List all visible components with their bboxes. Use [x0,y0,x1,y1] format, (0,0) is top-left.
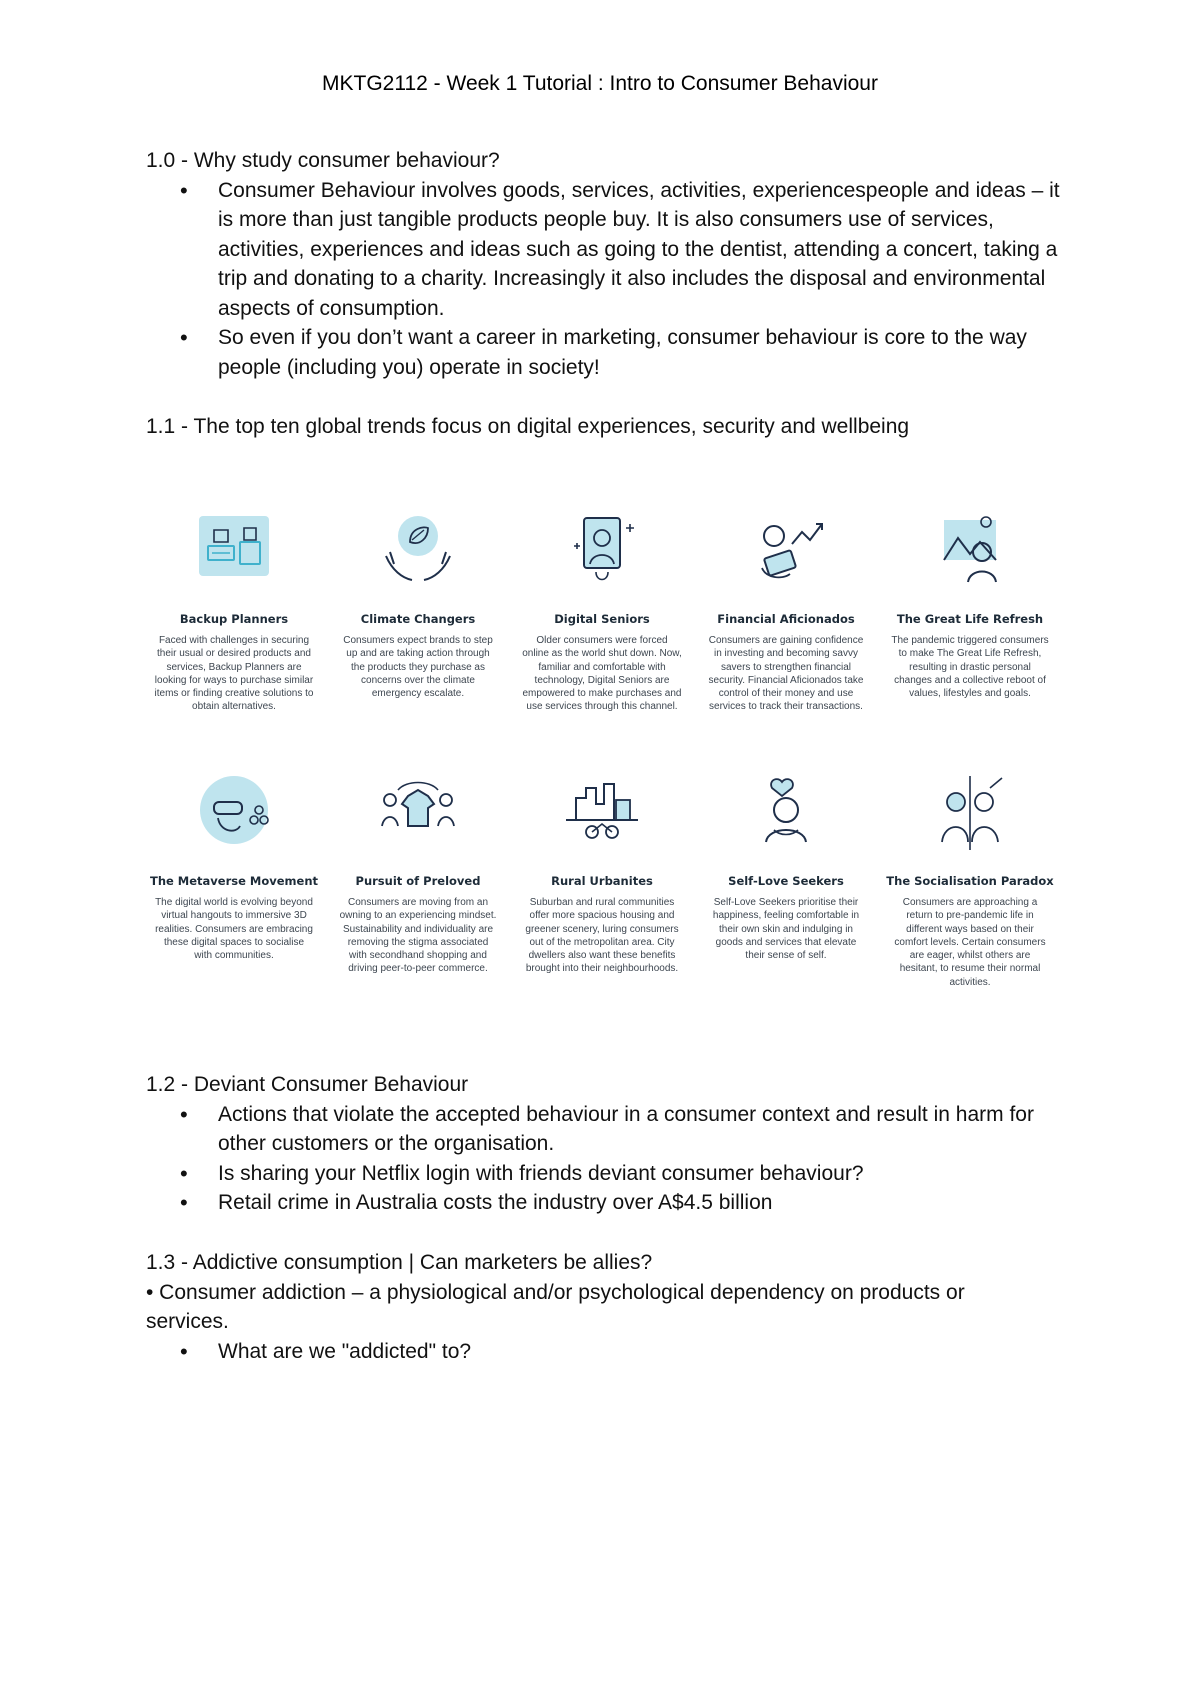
trend-name: Backup Planners [179,612,289,626]
trend-card [142,770,326,962]
trend-description: Consumers expect brands to step up and are taking action through the products they purchase as concerns over the climate emergency escalate. [343,635,493,700]
pursuit-of-preloved-icon [368,770,468,856]
trend-description: Consumers are moving from an owning to an experiencing mindset. Sustainability and individuality are removing the stigma associated with secondhand shopping and driving peer-to-peer commerce. [339,897,497,975]
trend-name: Self-Love Seekers [728,874,844,888]
trend-name: The Great Life Refresh [896,612,1044,626]
section-why-study [146,146,1076,382]
trend-description: The pandemic triggered consumers to make The Great Life Refresh, resulting in drastic personal changes and a collective reboot of values, lifestyles and goals. [891,635,1049,700]
trend-card [878,508,1062,700]
page-title: MKTG2112 - Week 1 Tutorial : Intro to Consumer Behaviour [322,72,878,95]
climate-changers-icon [368,508,468,594]
trend-description: Suburban and rural communities offer more spacious housing and greener scenery, luring consumers out of the metropolitan area. City dwellers also want these benefits brought into their neighbourhoods. [525,897,679,975]
great-life-refresh-icon [920,508,1020,594]
trend-name: The Metaverse Movement [149,874,319,888]
section-heading: 1.3 - Addictive consumption | Can marketers be allies? [146,1251,653,1274]
trend-description: The digital world is evolving beyond virtual hangouts to immersive 3D realities. Consumers are embracing these digital spaces to socialise with communities. [155,897,313,962]
trend-card [878,770,1062,989]
trend-name: Financial Aficionados [717,612,855,626]
section-global-trends [146,412,1076,442]
trend-description: Faced with challenges in securing their usual or desired products and services, Backup Planners are looking for ways to purchase similar items or finding creative solutions to obtain alternatives. [154,635,314,713]
digital-seniors-icon [552,508,652,594]
section-heading: 1.0 - Why study consumer behaviour? [146,149,500,172]
trend-description: Self-Love Seekers prioritise their happiness, feeling comfortable in their own skin and indulging in goods and services that elevate their sense of self. [712,897,860,962]
bullet-list [146,176,1076,383]
rural-urbanites-icon [552,770,652,856]
trend-card [510,508,694,714]
trend-card [510,770,694,976]
trend-description: Consumers are approaching a return to pre-pandemic life in different ways based on their comfort levels. Certain consumers are eager, whilst others are hesitant, to resume their normal activities. [894,897,1046,988]
trend-name: Rural Urbanites [551,874,653,888]
section-addictive-consumption [146,1248,1076,1366]
trend-name: Pursuit of Preloved [355,874,481,888]
trend-card [326,508,510,700]
section-deviant-behaviour [146,1070,1076,1218]
self-love-seekers-icon [736,770,836,856]
trend-description: Consumers are gaining confidence in investing and becoming savvy savers to strengthen financial security. Financial Aficionados take control of their money and use services to track their transactions. [708,635,864,713]
section-heading: 1.2 - Deviant Consumer Behaviour [146,1073,469,1096]
trends-infographic [142,508,1062,1018]
trend-card [694,508,878,714]
section-heading: 1.1 - The top ten global trends focus on digital experiences, security and wellbeing [146,415,910,438]
financial-aficionados-icon [736,508,836,594]
bullet-item: • Actions that violate the accepted behaviour in a consumer context and result in harm for other customers or the organisation. [146,1100,1076,1159]
addiction-definition: • Consumer addiction – a physiological and/or psychological dependency on products or services. [146,1280,965,1333]
trend-card [142,508,326,714]
bullet-list [146,1337,1076,1367]
bullet-item: • What are we "addicted" to? [146,1337,1076,1367]
trend-name: Climate Changers [360,612,476,626]
bullet-item: • Retail crime in Australia costs the industry over A$4.5 billion [146,1188,1076,1218]
bullet-item: • Is sharing your Netflix login with friends deviant consumer behaviour? [146,1159,1076,1189]
metaverse-movement-icon [184,770,284,856]
bullet-item: • So even if you don’t want a career in marketing, consumer behaviour is core to the way people (including you) operate in society! [146,323,1076,382]
trend-card [326,770,510,976]
bullet-list [146,1100,1076,1218]
trend-card [694,770,878,962]
trend-name: Digital Seniors [554,612,650,626]
bullet-item: • Consumer Behaviour involves goods, services, activities, experiencespeople and ideas – it is more than just tangible products people buy. It is also consumers use of services, activities, experiences and ideas such as going to the dentist, attending a concert, taking a trip and donating to a charity. Increasingly it also includes the disposal and environmental aspects of consumption. [146,176,1076,324]
trend-description: Older consumers were forced online as the world shut down. Now, familiar and comfortable with technology, Digital Seniors are empowered to make purchases and use services through this channel. [522,635,682,713]
socialisation-paradox-icon [920,770,1020,856]
backup-planners-icon [184,508,284,594]
trend-name: The Socialisation Paradox [886,874,1054,888]
